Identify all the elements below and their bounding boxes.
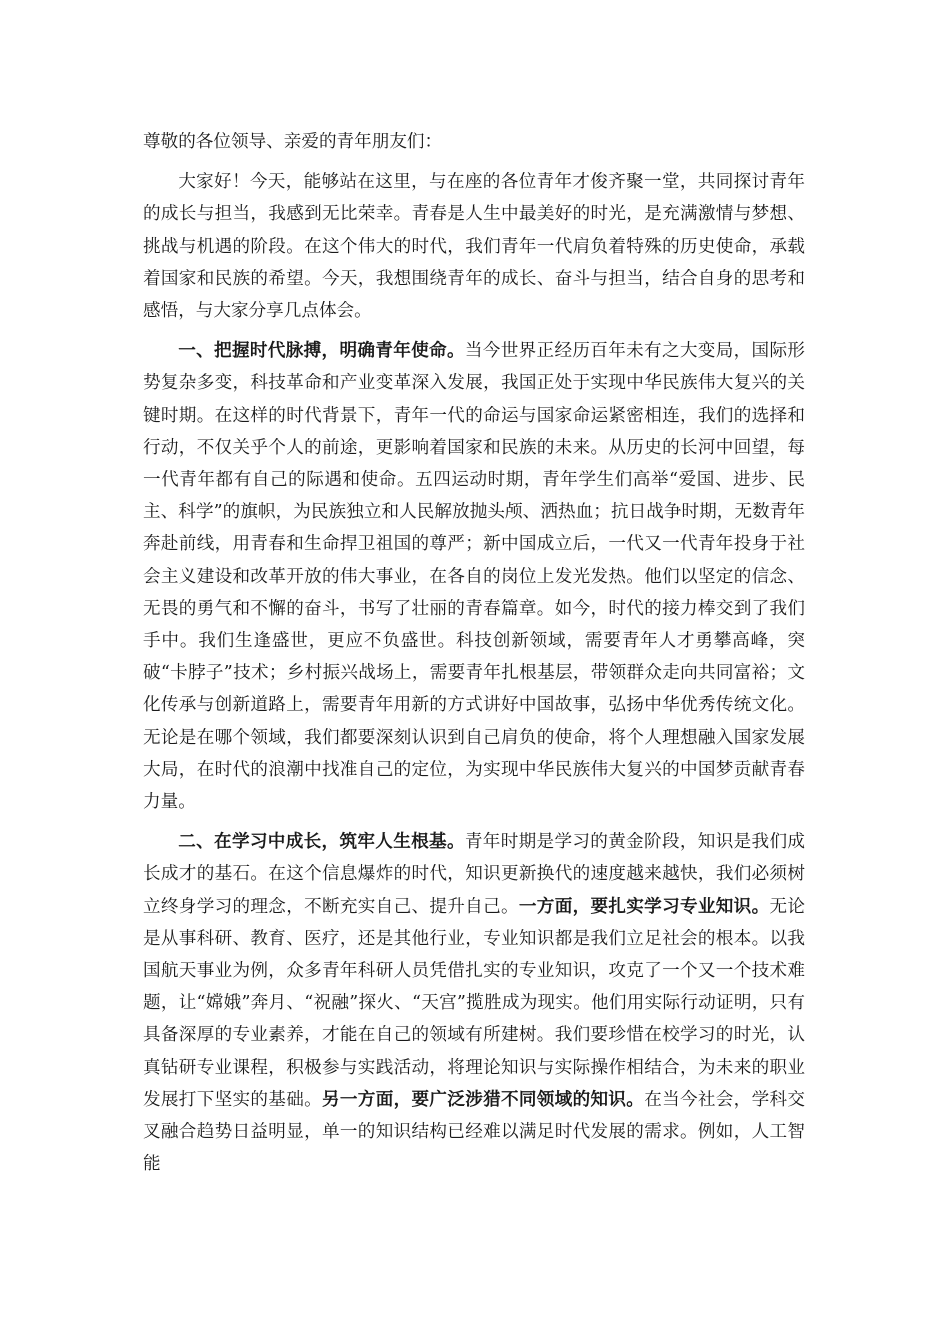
paragraph-section-one bbox=[143, 335, 805, 818]
paragraph-text: 大家好！今天，能够站在这里，与在座的各位青年才俊齐聚一堂，共同探讨青年的成长与担当，我感到无比荣幸。青春是人生中最美好的时光，是充满激情与梦想、挑战与机遇的阶段。在这个伟大的时代，我们青年一代肩负着特殊的历史使命，承载着国家和民族的希望。今天，我想围绕青年的成长、奋斗与担当，结合自身的思考和感悟，与大家分享几点体会。 bbox=[143, 172, 805, 322]
section-heading: 一、把握时代脉搏，明确青年使命。 bbox=[178, 340, 465, 362]
paragraph-opening bbox=[143, 166, 805, 327]
paragraph-text: 无论是从事科研、教育、医疗，还是其他行业，专业知识都是我们立足社会的根本。以我国航天事业为例，众多青年科研人员凭借扎实的专业知识，攻克了一个又一个技术难题，让“嫦娥”奔月、“祝融”探火、“天宫”揽胜成为现实。他们用实际行动证明，只有具备深厚的专业素养，才能在自己的领域有所建树。我们要珍惜在校学习的时光，认真钻研专业课程，积极参与实践活动，将理论知识与实际操作相结合，为未来的职业发展打下坚实的基础。 bbox=[143, 896, 805, 1110]
paragraph-text: 当今世界正经历百年未有之大变局，国际形势复杂多变，科技革命和产业变革深入发展，我国正处于实现中华民族伟大复兴的关键时期。在这样的时代背景下，青年一代的命运与国家命运紧密相连，我们的选择和行动，不仅关乎个人的前途，更影响着国家和民族的未来。从历史的长河中回望，每一代青年都有自己的际遇和使命。五四运动时期，青年学生们高举“爱国、进步、民主、科学”的旗帜，为民族独立和人民解放抛头颅、洒热血；抗日战争时期，无数青年奔赴前线，用青春和生命捍卫祖国的尊严；新中国成立后，一代又一代青年投身于社会主义建设和改革开放的伟大事业，在各自的岗位上发光发热。他们以坚定的信念、无畏的勇气和不懈的奋斗，书写了壮丽的青春篇章。如今，时代的接力棒交到了我们手中。我们生逢盛世，更应不负盛世。科技创新领域，需要青年人才勇攀高峰，突破“卡脖子”技术；乡村振兴战场上，需要青年扎根基层，带领群众走向共同富裕；文化传承与创新道路上，需要青年用新的方式讲好中国故事，弘扬中华优秀传统文化。无论是在哪个领域，我们都要深刻认识到自己肩负的使命，将个人理想融入国家发展大局，在时代的浪潮中找准自己的定位，为实现中华民族伟大复兴的中国梦贡献青春力量。 bbox=[143, 341, 805, 813]
salutation: 尊敬的各位领导、亲爱的青年朋友们： bbox=[143, 132, 443, 152]
subpoint-heading: 一方面，要扎实学习专业知识。 bbox=[518, 895, 770, 917]
paragraph-text: 在当今社会，学科交叉融合趋势日益明显，单一的知识结构已经难以满足时代发展的需求。例如，人工智能 bbox=[143, 1089, 805, 1175]
paragraph-section-two bbox=[143, 826, 805, 1180]
paragraph-text: 青年时期是学习的黄金阶段，知识是我们成长成才的基石。在这个信息爆炸的时代，知识更新换代的速度越来越快，我们必须树立终身学习的理念，不断充实自己、提升自己。 bbox=[143, 832, 805, 917]
subpoint-heading: 另一方面，要广泛涉猎不同领域的知识。 bbox=[322, 1088, 645, 1110]
section-heading: 二、在学习中成长，筑牢人生根基。 bbox=[178, 831, 465, 853]
document-body bbox=[143, 126, 805, 1189]
